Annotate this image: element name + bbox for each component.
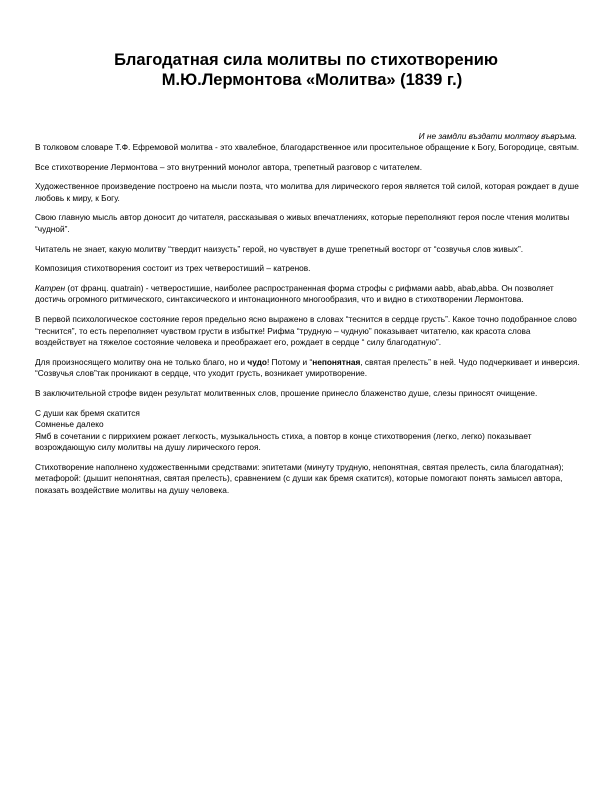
miracle-bold-1: чудо [247,356,267,367]
paragraph-monologue: Все стихотворение Лермонтова – это внутренний монолог автора, трепетный разговор с читателем. [35,161,423,172]
paragraph-reader: Читатель не знает, какую молитву “твердит наизусть” герой, но чувствует в душе трепетный восторг от “созвучья слов живых”. [35,243,524,254]
paragraph-miracle [35,357,581,380]
document-body [35,142,581,505]
quote-line-2: Сомненье далеко [35,419,104,430]
paragraph-iamb: Ямб в сочетании с пиррихием рожает легкость, музыкальность стиха, а повтор в конце стихотворения (легко, легко) показывает возрождающую силу молитвы на душу лирического героя. [35,430,532,453]
paragraph-main-idea: Художественное произведение построено на мысли поэта, что молитва для лирического героя является той силой, которая рождает в душе любовь к миру, к Богу. [35,181,579,203]
paragraph-first-stanza: В первой психологическое состояние героя предельно ясно выражено в словах “теснится в сердце грусть”. Какое точно подобранное слово “теснится”, то есть переполняет чувством грусти в избытке! Рифма “трудную – чудную” показывает читателю, как красота слова воздействует на тяжелое состояние человека и преображает его, рождает в сердце “ силу благодатную”. [35,313,577,348]
katren-definition: (от франц. quatrain) - четверостишие, наиболее распространенная форма строфы с рифмами aabb, abab,abba. Он позволяет достичь огромного ритмического, синтаксического и интонационного многообразия, что и видно в стихотворении Лермонтова. [35,282,554,305]
katren-term: Катрен [35,282,66,293]
title-line-2: М.Ю.Лермонтова «Молитва» (1839 г.) [161,71,463,89]
miracle-text-2: ! Потому и “ [266,356,313,367]
miracle-text-3: , святая прелесть” в ней. Чудо подчеркивает и инверсия. “Созвучья слов”так проникают в сердце, что уходит грусть, возникает умиротворение. [35,356,580,379]
paragraph-final-stanza: В заключительной строфе виден результат молитвенных слов, прошение принесло блаженство душе, слезы приносят очищение. [35,387,538,398]
paragraph-impressions: Свою главную мысль автор доносит до читателя, рассказывая о живых впечатлениях, которые переполняют героя после чтения молитвы “чудной”. [35,212,570,234]
quote-line-1: С души как бремя скатится [35,407,140,418]
epigraph: И не замдли въздати молтвоу въвръма. [418,131,577,141]
title-line-1: Благодатная сила молитвы по стихотворению [114,51,498,69]
paragraph-devices: Стихотворение наполнено художественными средствами: эпитетами (минуту трудную, непонятная, святая прелесть, сила благодатная); метафорой: (дышит непонятная, святая прелесть), сравнением (с души как бремя скатится), которые помогают понять замысел автора, показать воздействие молитвы на душу человека. [35,461,564,496]
miracle-text-1: Для произносящего молитву она не только благо, но и [35,356,248,367]
document-title [60,50,552,90]
miracle-bold-2: непонятная [312,356,361,367]
paragraph-composition: Композиция стихотворения состоит из трех четверостиший – катренов. [35,263,311,274]
paragraph-definition: В толковом словаре Т.Ф. Ефремовой молитва - это хвалебное, благодарственное или просительное обращение к Богу, Богородице, святым. [35,142,580,152]
paragraph-katren [35,283,581,306]
